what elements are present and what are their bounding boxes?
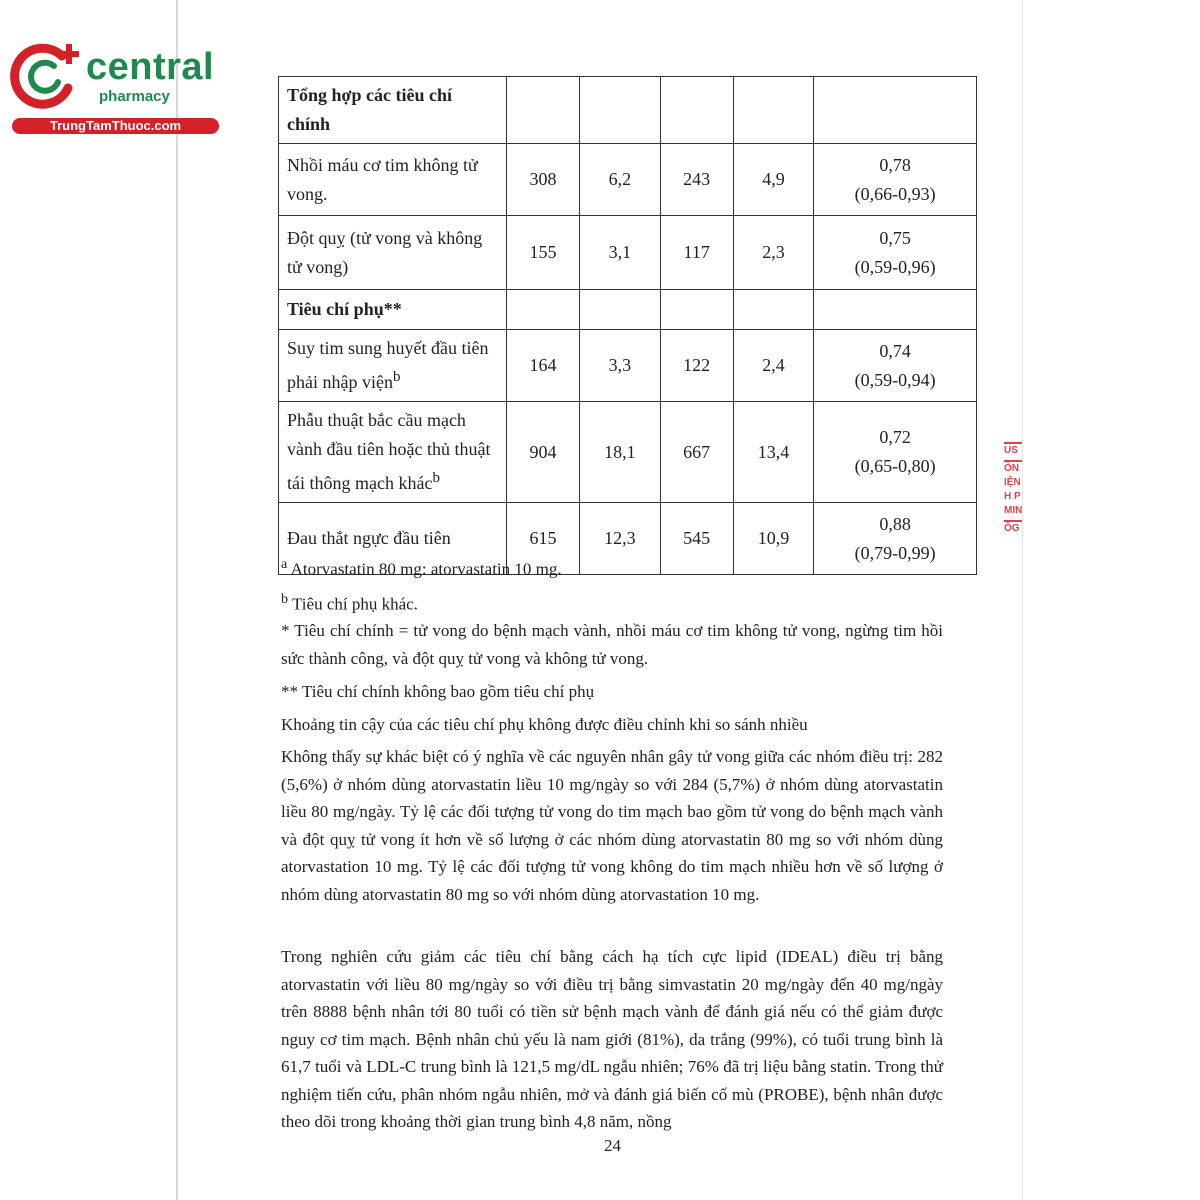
row-label: Nhồi máu cơ tim không tử vong.	[279, 144, 507, 216]
table-cell: 667	[660, 402, 733, 503]
table-cell	[814, 77, 977, 144]
body-paragraph-2: Trong nghiên cứu giảm các tiêu chí bằng cách hạ tích cực lipid (IDEAL) điều trị bằng atorvastatin với liều 80 mg/ngày so với điều trị bằng simvastatin 20 mg/ngày đến 40 mg/ngày trên 8888 bệnh nhân tới 80 tuổi có tiền sử bệnh mạch vành để đánh giá nếu có thể giảm được nguy cơ tim mạch. Bệnh nhân chủ yếu là nam giới (81%), da trắng (99%), có tuổi trung bình là 61,7 tuổi và LDL-C trung bình là 121,5 mg/dL ngẫu nhiên; 76% đã trị liệu bằng statin. Trong thử nghiệm tiến cứu, phân nhóm ngẫu nhiên, mở và đánh giá biến cố mù (PROBE), bệnh nhân được theo dõi trong khoảng thời gian trung bình 4,8 năm, nồng	[281, 947, 943, 1131]
table-cell: 6,2	[580, 144, 661, 216]
table-cell	[660, 77, 733, 144]
table-cell: 10,9	[733, 503, 814, 575]
table-cell	[580, 77, 661, 144]
table-cell: 3,1	[580, 216, 661, 290]
table-row	[279, 144, 977, 216]
hazard-ratio-cell	[814, 402, 977, 503]
footnote-a: $^a$ Atorvastatin 80 mg: atorvastatin 10 mg.	[281, 556, 562, 579]
row-label: Đau thắt ngực đầu tiên	[279, 503, 507, 575]
section-label: Tổng hợp các tiêu chí chính	[279, 77, 507, 144]
table-cell: 308	[507, 144, 580, 216]
table-cell	[814, 290, 977, 330]
table-cell	[507, 290, 580, 330]
footnote-ref: b	[432, 470, 440, 486]
table-cell: 18,1	[580, 402, 661, 503]
stamp-text-line: US	[1004, 445, 1018, 456]
body-paragraph-1: Không thấy sự khác biệt có ý nghĩa về các nguyên nhân gây tử vong giữa các nhóm điều trị: 282 (5,6%) ở nhóm dùng atorvastatin liều 10 mg/ngày so với 284 (5,7%) ở nhóm dùng atorvastatin liều 80 mg/ngày. Tỷ lệ các đối tượng tử vong do tim mạch bao gồm tử vong do bệnh mạch vành và đột quỵ tử vong ít hơn về số lượng ở các nhóm dùng atorvastatin 80 mg so với nhóm dùng atorvastation 10 mg. Tỷ lệ các đối tượng tử vong không do tim mạch nhiều hơn về số lượng ở nhóm dùng atorvastatin 80 mg so với nhóm dùng atorvastation 10 mg.	[281, 747, 943, 904]
stamp-fragment	[1004, 440, 1028, 590]
page-number: 24	[604, 1136, 621, 1155]
table-cell	[660, 290, 733, 330]
stamp-text-line: IỆN	[1004, 477, 1021, 488]
table-row	[279, 330, 977, 402]
confidence-interval: (0,65-0,80)	[854, 456, 936, 476]
table-cell	[580, 290, 661, 330]
section-label: Tiêu chí phụ**	[279, 290, 507, 330]
table-section-row	[279, 77, 977, 144]
stamp-text-line: H P	[1004, 491, 1021, 502]
logo-c-cross-icon	[10, 36, 90, 116]
table-cell: 2,3	[733, 216, 814, 290]
table-row	[279, 402, 977, 503]
footnote-ref: b	[392, 369, 401, 385]
footnote-ci-note: Khoảng tin cậy của các tiêu chí phụ không được điều chỉnh khi so sánh nhiều	[281, 715, 808, 734]
row-label: Phẫu thuật bắc cầu mạch vành đầu tiên hoặc thủ thuật tái thông mạch khác$^b$	[279, 402, 507, 503]
table-cell: 615	[507, 503, 580, 575]
table-cell: 243	[660, 144, 733, 216]
page-right-edge	[1022, 0, 1023, 1200]
hazard-ratio-cell	[814, 216, 977, 290]
table-cell: 545	[660, 503, 733, 575]
table-cell: 117	[660, 216, 733, 290]
table-section-row	[279, 290, 977, 330]
logo-name: central	[86, 46, 215, 88]
confidence-interval: (0,79-0,99)	[854, 542, 936, 563]
logo-url-badge: TrungTamThuoc.com	[12, 118, 219, 134]
hazard-ratio: 0,72	[879, 427, 911, 447]
stamp-text-line: MIN	[1004, 505, 1023, 516]
table-cell: 4,9	[733, 144, 814, 216]
results-table	[278, 76, 977, 575]
footnote-b: $^b$ Tiêu chí phụ khác.	[281, 591, 418, 614]
table-row	[279, 216, 977, 290]
stamp-text-line: ÒN	[1004, 463, 1019, 474]
hazard-ratio-cell	[814, 503, 977, 575]
table-cell: 3,3	[580, 330, 661, 402]
confidence-interval: (0,59-0,94)	[854, 369, 936, 390]
hazard-ratio: 0,78	[879, 154, 911, 175]
stamp-text-line: ỐG	[1004, 523, 1020, 534]
table-cell: 164	[507, 330, 580, 402]
confidence-interval: (0,59-0,96)	[854, 256, 936, 277]
table-cell: 122	[660, 330, 733, 402]
table-cell	[507, 77, 580, 144]
table-cell	[733, 77, 814, 144]
table-cell: 904	[507, 402, 580, 503]
row-label: Đột quỵ (tử vong và không tử vong)	[279, 216, 507, 290]
hazard-ratio-cell	[814, 330, 977, 402]
page-left-edge	[176, 0, 178, 1200]
hazard-ratio: 0,74	[879, 340, 911, 361]
table-cell: 12,3	[580, 503, 661, 575]
footnote-double-star: ** Tiêu chí chính không bao gồm tiêu chí phụ	[281, 682, 595, 701]
hazard-ratio: 0,75	[879, 227, 911, 248]
central-pharmacy-logo[interactable]	[10, 36, 215, 136]
row-label: Suy tim sung huyết đầu tiên phải nhập viện$^b$	[279, 330, 507, 402]
table-cell: 155	[507, 216, 580, 290]
table-cell: 2,4	[733, 330, 814, 402]
confidence-interval: (0,66-0,93)	[854, 183, 936, 204]
logo-subtitle: pharmacy	[99, 88, 170, 105]
table-cell	[733, 290, 814, 330]
footnote-star: * Tiêu chí chính = tử vong do bệnh mạch vành, nhồi máu cơ tim không tử vong, ngừng tim hồi sức thành công, và đột quỵ tử vong và không tử vong.	[281, 621, 943, 668]
hazard-ratio: 0,88	[879, 513, 911, 534]
hazard-ratio-cell	[814, 144, 977, 216]
table-cell: 13,4	[733, 402, 814, 503]
